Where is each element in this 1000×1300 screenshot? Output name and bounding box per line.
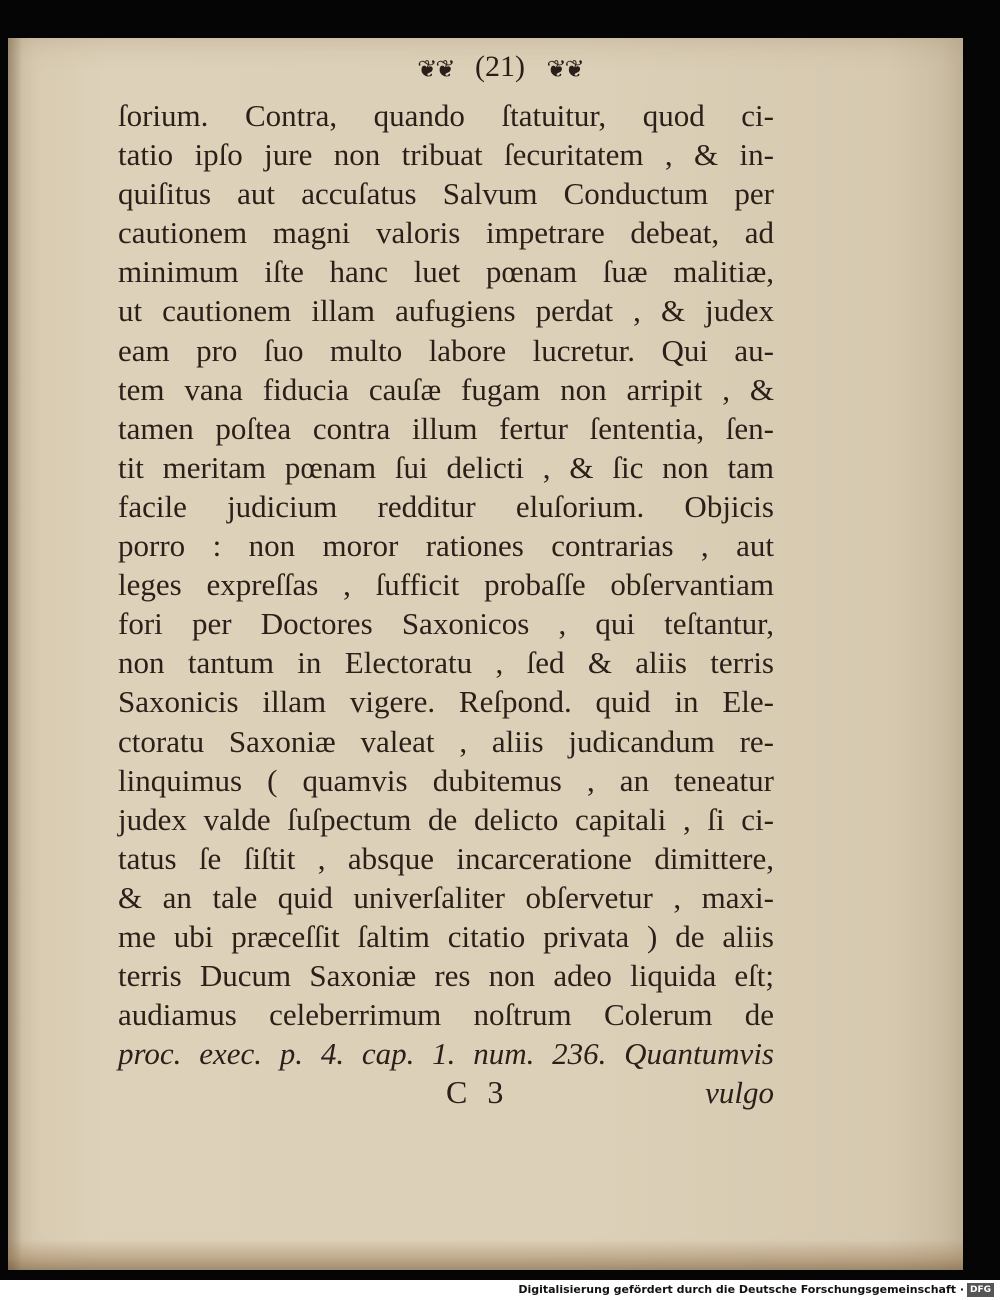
text-line: ctoratu Saxoniæ valeat , aliis judicandum re-	[118, 723, 774, 759]
text-line: facile judicium redditur eluſorium. Objicis	[118, 488, 774, 524]
dfg-logo-icon: DFG	[967, 1283, 994, 1297]
text-line: quiſitus aut accuſatus Salvum Conductum per	[118, 176, 774, 212]
text-line: tamen poſtea contra illum fertur ſententia, ſen-	[118, 410, 774, 446]
text-line: porro : non moror rationes contrarias , aut	[118, 528, 774, 564]
page-number: (21)	[475, 50, 525, 83]
catchword: vulgo	[705, 1075, 774, 1111]
funding-credit: Digitalisierung gefördert durch die Deutsche Forschungsgemeinschaft ·	[518, 1283, 964, 1296]
text-line: judex valde ſuſpectum de delicto capitali , ſi ci-	[118, 801, 774, 837]
body-text	[118, 96, 774, 1112]
signature-mark: C 3	[446, 1074, 510, 1111]
footer-bar	[0, 1280, 1000, 1300]
text-line: audiamus celeberrimum noſtrum Colerum de	[118, 997, 774, 1033]
text-line: eam pro ſuo multo labore lucretur. Qui au-	[118, 332, 774, 368]
text-line: leges expreſſas , ſufficit probaſſe obſervantiam	[118, 567, 774, 603]
text-line: tit meritam pœnam ſui delicti , & ſic non tam	[118, 449, 774, 485]
text-line: tatus ſe ſiſtit , absque incarceratione dimittere,	[118, 840, 774, 876]
text-line: fori per Doctores Saxonicos , qui teſtantur,	[118, 606, 774, 642]
text-line: me ubi præceſſit ſaltim citatio privata ) de aliis	[118, 918, 774, 954]
page-bottom-edge	[8, 1240, 963, 1270]
text-line: ut cautionem illam aufugiens perdat , & judex	[118, 293, 774, 329]
text-line: Saxonicis illam vigere. Reſpond. quid in Ele-	[118, 684, 774, 720]
text-line: minimum iſte hanc luet pœnam ſuæ malitiæ,	[118, 254, 774, 290]
text-line: & an tale quid univerſaliter obſervetur , maxi-	[118, 879, 774, 915]
text-line: tem vana fiducia cauſæ fugam non arripit , &	[118, 371, 774, 407]
text-line: linquimus ( quamvis dubitemus , an teneatur	[118, 762, 774, 798]
text-line: cautionem magni valoris impetrare debeat, ad	[118, 215, 774, 251]
page-gutter-shadow	[8, 38, 22, 1270]
signature-line	[118, 1073, 774, 1112]
ornament-left-icon: ❦❦	[417, 56, 454, 83]
page-header	[0, 50, 1000, 84]
ornament-right-icon: ❦❦	[546, 56, 583, 83]
text-line: terris Ducum Saxoniæ res non adeo liquida eſt;	[118, 958, 774, 994]
text-line-italic: proc. exec. p. 4. cap. 1. num. 236. Quantumvis	[118, 1036, 774, 1072]
text-line: tatio ipſo jure non tribuat ſecuritatem , & in-	[118, 137, 774, 173]
text-line: non tantum in Electoratu , ſed & aliis terris	[118, 645, 774, 681]
text-line: ſorium. Contra, quando ſtatuitur, quod ci-	[118, 98, 774, 133]
